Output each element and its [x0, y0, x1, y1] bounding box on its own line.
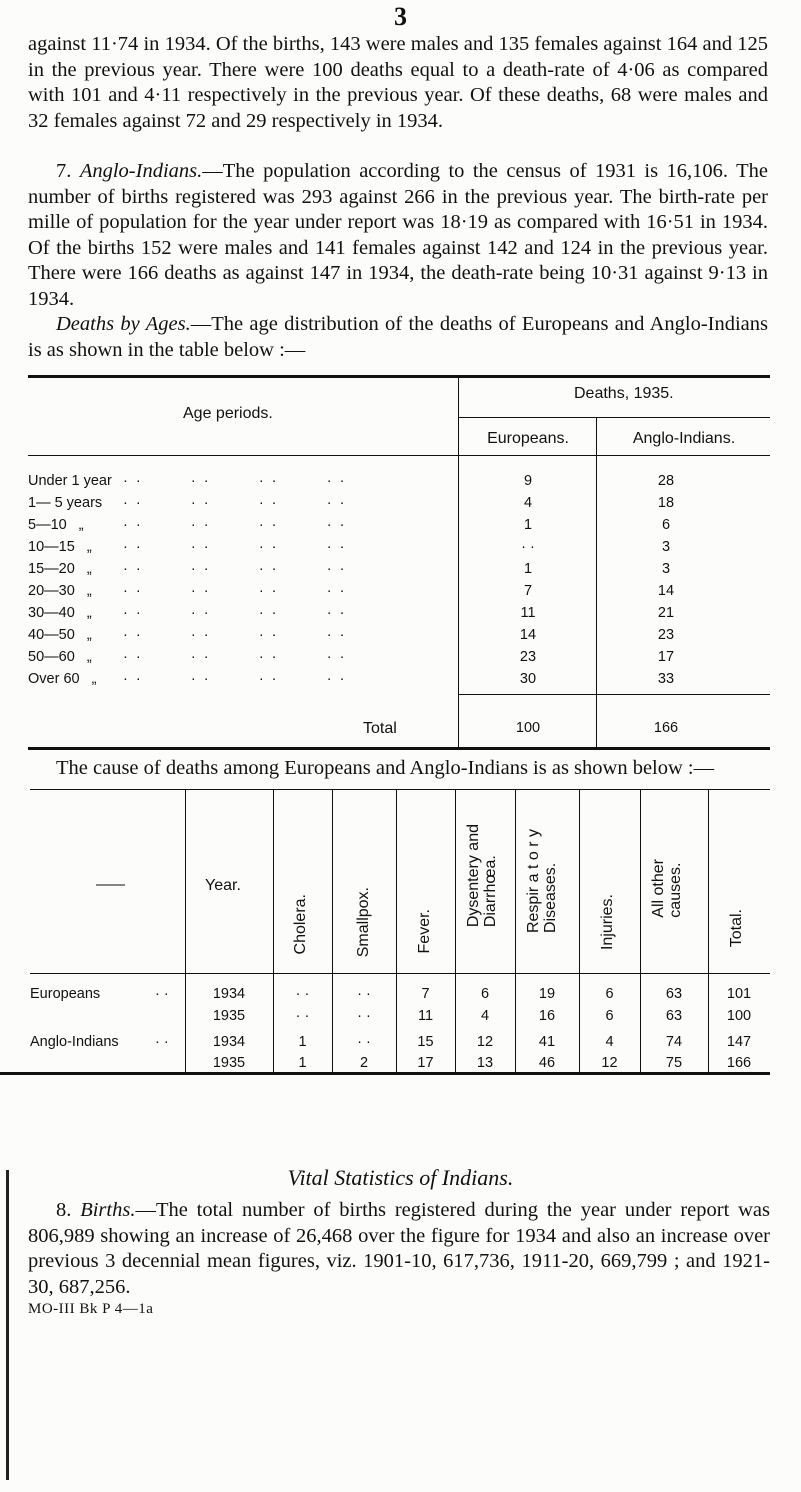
cause-cell-dysentery: 13 — [476, 1055, 494, 1071]
paragraph-text: —The age distribution of the deaths of Europeans and Anglo-Indians is as shown in the table below :— — [28, 313, 769, 361]
cause-cell-total: 101 — [726, 986, 752, 1002]
column-divider — [185, 789, 186, 1073]
leader-dots: · · · · · · · · — [123, 671, 347, 687]
age-row-anglo-indians: 23 — [657, 627, 675, 643]
age-row-label: 10—15 „ — [28, 539, 92, 555]
cause-row-group: Europeans — [30, 986, 101, 1002]
header-blank: —— — [96, 877, 125, 893]
header-anglo-indians: Anglo-Indians. — [632, 430, 736, 447]
cause-cell-respiratory: 19 — [538, 986, 556, 1002]
leader-dots: · · · · · · · · — [123, 649, 347, 665]
paragraph-deaths-by-ages — [28, 312, 768, 363]
header-bottom-rule — [30, 973, 770, 974]
header-total: Total. — [728, 909, 745, 948]
section-title-text: Vital Statistics of Indians. — [287, 1165, 514, 1190]
total-rule — [458, 694, 770, 695]
total-anglo-indians: 166 — [653, 720, 679, 736]
cause-cell-respiratory: 16 — [538, 1008, 556, 1024]
cause-cell-fever: 7 — [421, 986, 430, 1002]
age-row-label: 50—60 „ — [28, 649, 92, 665]
column-divider — [332, 789, 333, 1073]
cause-cell-smallpox: · · — [357, 986, 371, 1002]
total-europeans: 100 — [515, 720, 541, 736]
total-label: Total — [363, 720, 397, 737]
leader-dots: · · — [155, 986, 169, 1002]
age-row-label: Over 60 „ — [28, 671, 97, 687]
page-number: 3 — [394, 2, 407, 31]
age-row-anglo-indians: 28 — [657, 473, 675, 489]
cause-cell-dysentery: 4 — [480, 1008, 490, 1024]
table-bottom-rule — [28, 747, 770, 750]
leader-dots: · · · · · · · · — [123, 583, 347, 599]
cause-cell-fever: 11 — [417, 1008, 434, 1024]
header-age-periods: Age periods. — [183, 405, 273, 422]
section-heading: Births. — [80, 1199, 136, 1221]
table-bottom-rule — [0, 1072, 770, 1075]
age-row-europeans: 4 — [523, 495, 533, 511]
column-divider — [640, 789, 641, 1073]
cause-cell-dysentery: 6 — [480, 986, 490, 1002]
cause-cell-fever: 17 — [417, 1055, 434, 1071]
leader-dots: · · · · · · · · — [123, 517, 347, 533]
leader-dots: · · — [155, 1034, 169, 1050]
age-row-anglo-indians: 21 — [657, 605, 675, 621]
cause-cell-year: 1934 — [212, 1034, 246, 1050]
header-respiratory-diseases: Respir a t o r y Diseases. — [525, 829, 559, 934]
column-divider — [273, 789, 274, 1073]
table-top-rule — [28, 375, 770, 378]
cause-of-deaths-table — [0, 789, 801, 1157]
section-heading: Anglo-Indians. — [79, 160, 203, 182]
age-row-europeans: 30 — [519, 671, 537, 687]
age-row-anglo-indians: 33 — [657, 671, 675, 687]
table-top-rule — [30, 789, 770, 790]
age-row-anglo-indians: 14 — [657, 583, 675, 599]
age-row-anglo-indians: 18 — [657, 495, 675, 511]
cause-cell-other: 63 — [665, 1008, 683, 1024]
age-distribution-table — [28, 375, 770, 750]
cause-cell-other: 75 — [665, 1055, 683, 1071]
cause-cell-cholera: 1 — [298, 1034, 307, 1050]
cause-cell-smallpox: 2 — [359, 1055, 369, 1071]
age-row-label: 1— 5 years — [28, 495, 103, 511]
cause-cell-total: 166 — [726, 1055, 752, 1071]
cause-cell-injuries: 6 — [605, 986, 614, 1002]
age-row-label: 15—20 „ — [28, 561, 92, 577]
paragraph-text: against 11·74 in 1934. Of the births, 143 were males and 135 females against 164 and 125 in the previous year. There were 100 deaths equal to a death-rate of 4·06 as compared with 101 and 4·11 respectively in the previous year. Of these deaths, 68 were males and 32 females against 72 and 29 respectively in 1934. — [28, 33, 768, 132]
header-year: Year. — [205, 877, 241, 894]
section-heading: Deaths by Ages. — [56, 313, 191, 335]
header-europeans: Europeans. — [487, 430, 569, 447]
printer-footnote: MO-III Bk P 4—1a — [28, 1301, 154, 1317]
cause-cell-injuries: 6 — [605, 1008, 614, 1024]
cause-cell-cholera: 1 — [298, 1055, 307, 1071]
cause-cell-fever: 15 — [417, 1034, 434, 1050]
cause-cell-smallpox: · · — [357, 1034, 371, 1050]
cause-cell-year: 1934 — [212, 986, 246, 1002]
cause-cell-respiratory: 46 — [538, 1055, 556, 1071]
column-divider — [708, 789, 709, 1073]
paragraph-text: The cause of deaths among Europeans and Anglo-Indians is as shown below :— — [56, 757, 715, 779]
section-title — [0, 1165, 801, 1191]
header-deaths-1935: Deaths, 1935. — [574, 385, 674, 402]
cause-cell-injuries: 12 — [601, 1055, 618, 1071]
cause-row-group: Anglo-Indians — [30, 1034, 119, 1050]
cause-cell-year: 1935 — [212, 1055, 246, 1071]
column-divider — [515, 789, 516, 1073]
age-row-europeans: 1 — [523, 517, 533, 533]
header-bottom-rule — [28, 455, 770, 456]
age-row-anglo-indians: 17 — [657, 649, 675, 665]
leader-dots: · · · · · · · · — [123, 561, 347, 577]
cause-cell-cholera: · · — [295, 986, 310, 1002]
header-fever: Fever. — [416, 909, 433, 954]
leader-dots: · · · · · · · · — [123, 473, 347, 489]
cause-cell-cholera: · · — [295, 1008, 310, 1024]
column-divider — [579, 789, 580, 1073]
age-row-europeans: 14 — [519, 627, 537, 643]
age-row-label: Under 1 year — [28, 473, 112, 489]
age-row-europeans: 11 — [520, 605, 536, 621]
header-dysentery-diarrhoea: Dysentery and Diarrhœa. — [465, 824, 499, 928]
cause-cell-other: 63 — [665, 986, 683, 1002]
cause-cell-respiratory: 41 — [538, 1034, 556, 1050]
paragraph-cause-intro — [28, 756, 768, 782]
header-cholera: Cholera. — [292, 894, 309, 955]
age-row-anglo-indians: 3 — [661, 561, 671, 577]
leader-dots: · · · · · · · · — [123, 495, 347, 511]
paragraph-text: —The total number of births registered during the year under report was 806,989 showing an increase of 26,468 over the figure for 1934 and also an increase over previous 3 decennial mean figures, viz. 1901-10, 617,736, 1911-20, 669,799 ; and 1921-30, 687,256. — [28, 1199, 770, 1298]
header-subrule — [458, 417, 770, 418]
column-divider — [455, 789, 456, 1073]
section-number: 8. — [56, 1199, 72, 1221]
age-row-label: 40—50 „ — [28, 627, 92, 643]
header-injuries: Injuries. — [599, 894, 616, 951]
paragraph-text: —The population according to the census of 1931 is 16,106. The number of births registered was 293 against 266 in the previous year. The birth-rate per mille of population for the year under report was 18·19 as compared with 16·51 in 1934. Of the births 152 were males and 141 females against 142 and 124 in the previous year. There were 166 deaths as against 147 in 1934, the death-rate being 10·31 against 9·13 in 1934. — [28, 160, 768, 310]
age-row-europeans: 1 — [523, 561, 533, 577]
age-row-europeans: 7 — [523, 583, 533, 599]
column-divider — [396, 789, 397, 1073]
age-row-label: 5—10 „ — [28, 517, 84, 533]
paragraph-anglo-indians — [28, 159, 768, 312]
leader-dots: · · · · · · · · — [123, 605, 347, 621]
cause-cell-year: 1935 — [212, 1008, 246, 1024]
age-row-anglo-indians: 6 — [661, 517, 671, 533]
header-smallpox: Smallpox. — [355, 887, 372, 958]
paragraph-indian-births — [28, 1198, 770, 1300]
age-row-label: 20—30 „ — [28, 583, 92, 599]
cause-cell-smallpox: · · — [357, 1008, 371, 1024]
cause-cell-injuries: 4 — [605, 1034, 614, 1050]
paragraph-europeans-births — [28, 32, 768, 134]
cause-cell-total: 147 — [726, 1034, 752, 1050]
age-row-anglo-indians: 3 — [661, 539, 671, 555]
cause-cell-total: 100 — [726, 1008, 752, 1024]
section-number: 7. — [56, 160, 72, 182]
leader-dots: · · · · · · · · — [123, 539, 347, 555]
cause-cell-other: 74 — [665, 1034, 683, 1050]
leader-dots: · · · · · · · · — [123, 627, 347, 643]
age-row-europeans: · · — [521, 539, 535, 555]
age-row-label: 30—40 „ — [28, 605, 92, 621]
age-row-europeans: 23 — [519, 649, 537, 665]
header-all-other-causes: All other causes. — [650, 859, 684, 918]
cause-cell-dysentery: 12 — [476, 1034, 494, 1050]
margin-rule — [6, 1170, 9, 1480]
age-row-europeans: 9 — [523, 473, 533, 489]
